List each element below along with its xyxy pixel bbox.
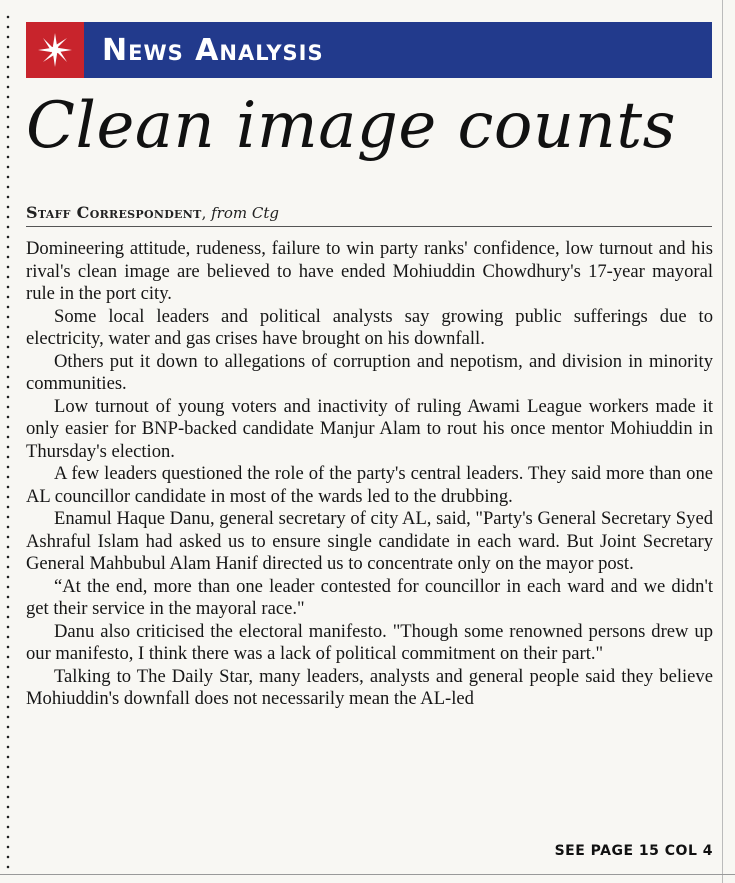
byline-author: Staff Correspondent xyxy=(26,203,202,222)
paragraph: Others put it down to allegations of corruption and nepotism, and division in minority communities. xyxy=(26,350,713,394)
continuation-jump-line: SEE PAGE 15 COL 4 xyxy=(554,843,713,859)
paragraph: Domineering attitude, rudeness, failure to win party ranks' confidence, low turnout and his rival's clean image are believed to have ended Mohiuddin Chowdhury's 17-year mayoral rule in the port city. xyxy=(26,238,713,304)
paragraph: Enamul Haque Danu, general secretary of city AL, said, "Party's General Secretary Syed Ashraful Islam had asked us to ensure single candidate in each ward. But Joint Secretary General Mahbubul Alam Hanif directed us to concentrate only on the mayor post. xyxy=(26,508,713,574)
byline: Staff Correspondent, from Ctg xyxy=(26,203,712,227)
paragraph: Talking to The Daily Star, many leaders, analysts and general people said they believe Mohiuddin's downfall does not necessarily mean the AL-led xyxy=(26,665,713,709)
banner-icon-box xyxy=(26,22,84,78)
paragraph: A few leaders questioned the role of the party's central leaders. They said more than one AL councillor candidate in most of the wards led to the drubbing. xyxy=(26,463,713,507)
paragraph: “At the end, more than one leader contested for councillor in each ward and we didn't get their service in the mayoral race." xyxy=(26,575,713,619)
column-rule-bottom xyxy=(0,874,735,875)
section-banner xyxy=(26,22,712,78)
article-body xyxy=(26,238,713,711)
paragraph: Danu also criticised the electoral manifesto. "Though some renowned persons drew up our manifesto, I think there was a lack of political commitment on their part." xyxy=(26,620,713,664)
dotted-column-rule xyxy=(6,12,10,872)
paragraph: Some local leaders and political analysts say growing public sufferings due to electricity, water and gas crises have brought on his downfall. xyxy=(26,305,713,349)
column-rule-right xyxy=(722,0,723,883)
star-burst-icon xyxy=(37,32,73,68)
byline-location: from Ctg xyxy=(211,204,279,222)
headline: Clean image counts xyxy=(26,89,676,163)
section-label: News Analysis xyxy=(102,32,324,68)
paragraph: Low turnout of young voters and inactivity of ruling Awami League workers made it only easier for BNP-backed candidate Manjur Alam to rout his once mentor Mohiuddin in Thursday's election. xyxy=(26,395,713,462)
